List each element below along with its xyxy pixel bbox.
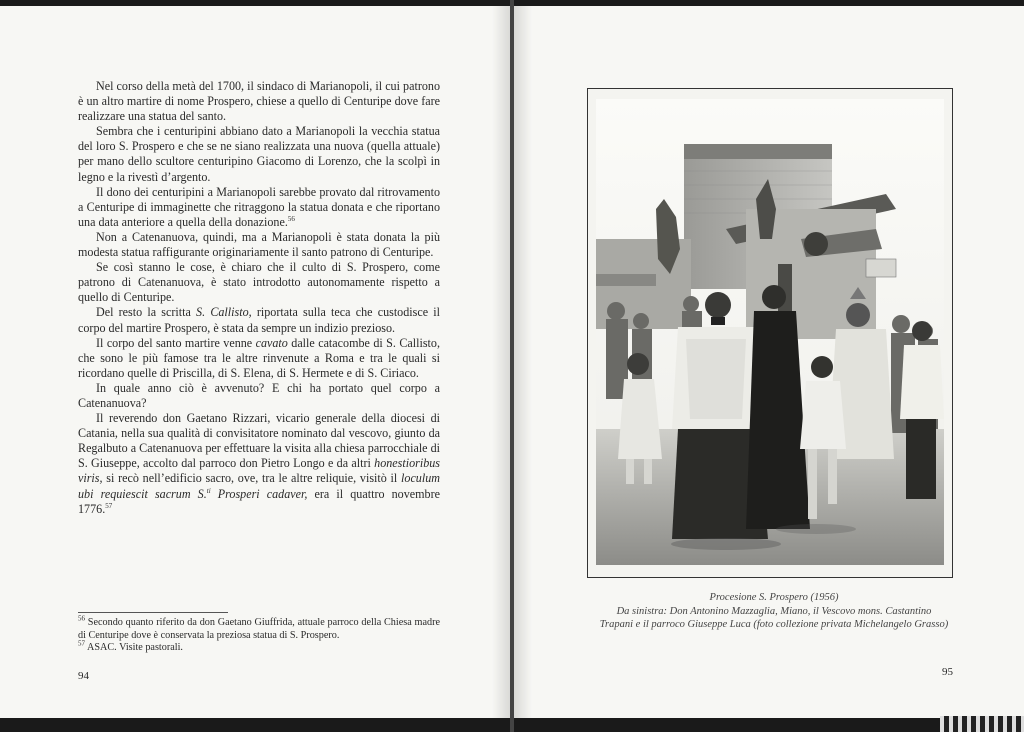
gutter-shadow <box>514 6 532 718</box>
procession-photo <box>596 99 944 565</box>
photo-frame <box>587 88 953 578</box>
gutter-shadow <box>492 6 510 718</box>
paragraph: In quale anno ciò è avvenuto? E chi ha portato quel corpo a Catenanuova? <box>78 380 440 410</box>
caption-line: Da sinistra: Don Antonino Mazzaglia, Miano, il Vescovo mons. Castantino <box>616 605 932 617</box>
paragraph: Nel corso della metà del 1700, il sindaco di Marianopoli, il cui patrono è un altro martire di nome Prospero, chiese a quello di Centuripe dove fare realizzare una statua del santo. <box>78 79 440 124</box>
paragraph: Il dono dei centuripini a Marianopoli sarebbe provato dal ritrovamento a Centuripe di immaginette che ritraggono la statua donata e che riportano una data anteriore a quella della donazione.$^{56}$ <box>78 184 440 229</box>
left-page <box>0 6 510 718</box>
paragraph: Il corpo del santo martire venne cavato dalle catacombe di S. Callisto, che sono le più famose tra le altre rinvenute a Roma e tra le quali si ricordano quelle di Priscilla, di S. Elena, di S. Hermete e di S. Ciriaco. <box>78 335 440 380</box>
paragraph: Il reverendo don Gaetano Rizzari, vicario generale della diocesi di Catania, nella sua qualità di convisitatore nominato dal vescovo, giunto da Regalbuto a Catenanuova per effettuare la visita alla chiesa parrocchiale di S. Giuseppe, accolto dal parroco don Pietro Longo e da altri honestioribus viris, si recò nell’edificio sacro, ove, tra le altre reliquie, visitò il loculum ubi requiescit sacrum S.$^{ti}$ Prosperi cadaver, era il quattro novembre 1776.57 <box>78 411 440 516</box>
paragraph: Non a Catenanuova, quindi, ma a Marianopoli è stata donata la più modesta statua raffigurante originariamente il santo patrono di Centuripe. <box>78 229 440 260</box>
paragraph: Se così stanno le cose, è chiaro che il culto di S. Prospero, come patrono di Catenanuova, è stato introdotto autonomamente rispetto a quello di Centuripe. <box>78 260 440 305</box>
footnote-rule <box>78 612 228 613</box>
footnote: $^{57}$ ASAC. Visite pastorali. <box>78 639 183 653</box>
caption-line: Procesione S. Prospero (1956) <box>709 592 839 603</box>
page-number-left: 94 <box>78 670 89 682</box>
page-number-right: 95 <box>942 666 953 678</box>
right-page <box>514 6 1024 718</box>
caption-line: Trapani e il parroco Giuseppe Luca (foto collezione privata Michelangelo Grasso) <box>599 619 949 630</box>
footnotes <box>78 614 440 655</box>
body-text <box>78 79 440 517</box>
scan-edge-strip <box>940 716 1024 732</box>
paragraph: Sembra che i centuripini abbiano dato a Marianopoli la vecchia statua del loro S. Prospero e che se ne siano realizzata una nuova (quella attuale) per mano dello scultore centuripino Giacomo di Lorenzo, che la scolpì in legno e la rivestì d’argento. <box>78 124 440 184</box>
photo-caption <box>574 591 974 632</box>
footnote: $^{56}$ Secondo quanto riferito da don Gaetano Giuffrida, attuale parroco della Chiesa madre di Centuripe dove è conservata la preziosa statua di S. Prospero. <box>78 614 440 641</box>
paragraph: Del resto la scritta S. Callisto, riportata sulla teca che custodisce il corpo del martire Prospero, è stata da sempre un indizio prezioso. <box>78 305 440 335</box>
